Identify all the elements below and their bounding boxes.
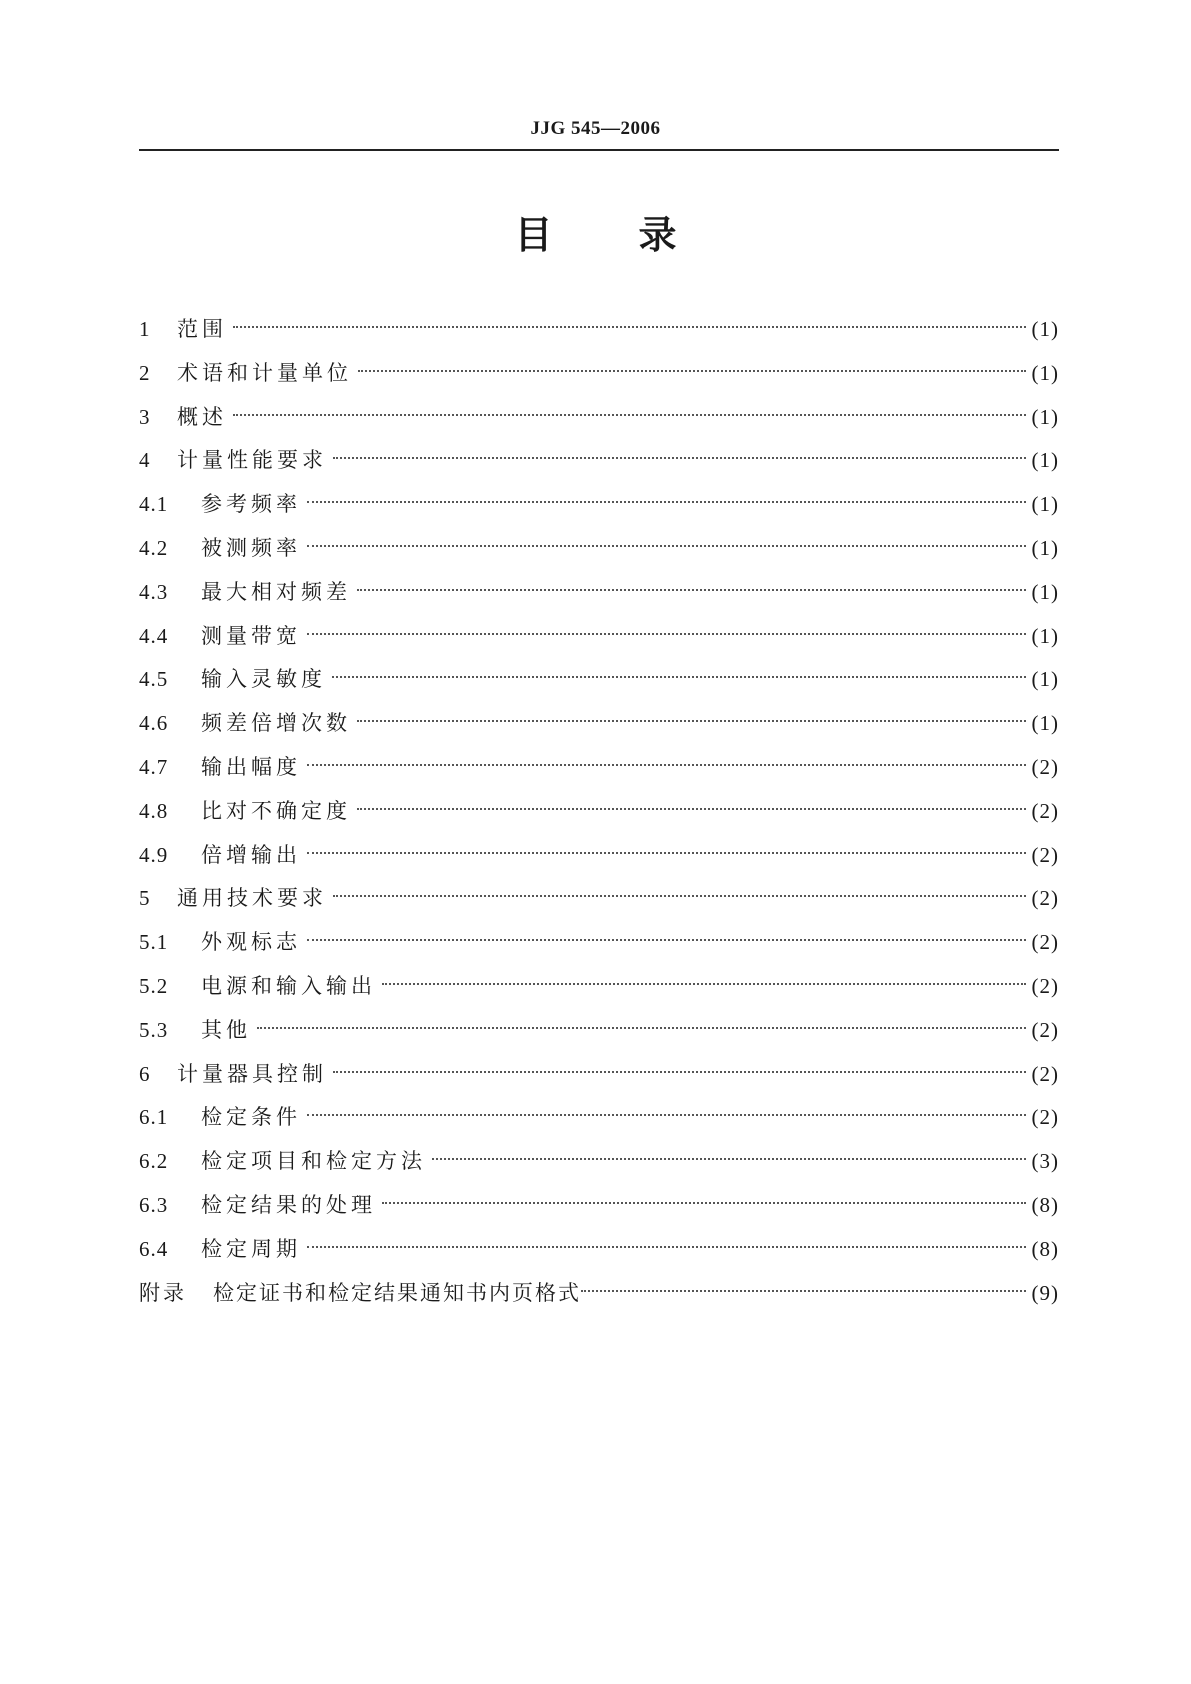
- toc-entry-page: (1): [1031, 667, 1059, 692]
- toc-entry[interactable]: [139, 483, 1059, 527]
- toc-entry-label: 计量器具控制: [177, 1061, 327, 1086]
- toc-entry-number: 5.3: [139, 1017, 169, 1042]
- toc-entry-number: 5.1: [139, 930, 169, 955]
- dot-leader: [333, 457, 1026, 459]
- toc-entry-number: 4.1: [139, 492, 169, 517]
- dot-leader: [358, 370, 1026, 372]
- toc-entry-number: 4: [139, 448, 151, 473]
- toc-entry-page: (2): [1031, 842, 1059, 867]
- dot-leader: [357, 808, 1026, 810]
- toc-entry-label: 被测频率: [201, 535, 301, 560]
- toc-entry-number: 4.3: [139, 579, 169, 604]
- toc-entry-number: 4.4: [139, 623, 169, 648]
- toc-entry[interactable]: [139, 1228, 1059, 1272]
- toc-entry[interactable]: [139, 1096, 1059, 1140]
- toc-entry-page: (1): [1031, 317, 1059, 341]
- toc-entry-number: 4.9: [139, 842, 169, 867]
- toc-entry-number: 4.5: [139, 667, 169, 692]
- dot-leader: [307, 939, 1026, 941]
- toc-entry-page: (2): [1031, 1017, 1059, 1042]
- dot-leader: [307, 1246, 1026, 1248]
- dot-leader: [257, 1027, 1026, 1029]
- toc-entry[interactable]: [139, 1184, 1059, 1228]
- toc-entry[interactable]: [139, 746, 1059, 790]
- toc-entry-label: 输入灵敏度: [201, 667, 326, 692]
- dot-leader: [333, 895, 1026, 897]
- dot-leader: [382, 1202, 1026, 1204]
- toc-entry[interactable]: [139, 702, 1059, 746]
- toc-entry-page: (2): [1031, 798, 1059, 823]
- toc-entry-label: 检定项目和检定方法: [201, 1149, 426, 1174]
- toc-entry-label: 外观标志: [201, 930, 301, 955]
- toc-entry-number: 6.3: [139, 1192, 169, 1217]
- toc-entry-label: 计量性能要求: [177, 448, 327, 473]
- toc-entry-page: (1): [1031, 360, 1059, 385]
- toc-entry-label: 检定周期: [201, 1236, 301, 1261]
- toc-entry-number: 4.6: [139, 711, 169, 736]
- toc-entry-label: 电源和输入输出: [201, 973, 376, 998]
- dot-leader: [382, 983, 1026, 985]
- toc-entry-page: (8): [1031, 1236, 1059, 1261]
- toc-entry[interactable]: [139, 921, 1059, 965]
- toc-entry[interactable]: [139, 352, 1059, 396]
- toc-entry-page: (2): [1031, 930, 1059, 955]
- dot-leader: [333, 1071, 1026, 1073]
- toc-entry-page: (1): [1031, 623, 1059, 648]
- toc-entry[interactable]: [139, 1272, 1059, 1316]
- dot-leader: [432, 1158, 1026, 1160]
- toc-entry-page: (1): [1031, 711, 1059, 736]
- toc-entry-page: (8): [1031, 1192, 1059, 1217]
- toc-entry-label: 倍增输出: [201, 842, 301, 867]
- toc-entry[interactable]: [139, 1053, 1059, 1097]
- dot-leader: [307, 764, 1026, 766]
- toc-entry[interactable]: [139, 396, 1059, 440]
- toc-entry-label: 检定结果的处理: [201, 1192, 376, 1217]
- toc-entry-label: 范围: [177, 317, 227, 341]
- toc-entry-label: 检定证书和检定结果通知书内页格式: [213, 1280, 581, 1305]
- dot-leader: [233, 414, 1026, 416]
- toc-entry-label: 测量带宽: [201, 623, 301, 648]
- toc-entry[interactable]: [139, 527, 1059, 571]
- dot-leader: [307, 501, 1026, 503]
- toc-entry-number: 2: [139, 360, 151, 385]
- toc-entry-page: (2): [1031, 1105, 1059, 1130]
- toc-entry-page: (2): [1031, 886, 1059, 911]
- dot-leader: [357, 720, 1026, 722]
- title-char-1: 目: [514, 213, 553, 257]
- toc-entry-page: (2): [1031, 754, 1059, 779]
- dot-leader: [307, 545, 1026, 547]
- toc-entry-page: (9): [1031, 1280, 1059, 1305]
- toc-entry[interactable]: [139, 834, 1059, 878]
- toc-entry[interactable]: [139, 1140, 1059, 1184]
- toc-entry-label: 其他: [201, 1017, 251, 1042]
- toc-entry[interactable]: [139, 1009, 1059, 1053]
- dot-leader: [233, 326, 1026, 328]
- toc-entry-page: (1): [1031, 535, 1059, 560]
- toc-entry-label: 通用技术要求: [177, 886, 327, 911]
- title-char-2: 录: [638, 213, 677, 257]
- toc-entry-page: (2): [1031, 973, 1059, 998]
- toc-entry-label: 术语和计量单位: [177, 360, 352, 385]
- toc-entry-label: 检定条件: [201, 1105, 301, 1130]
- toc-entry[interactable]: [139, 615, 1059, 659]
- toc-entry-number: 6: [139, 1061, 151, 1086]
- page-title: [0, 210, 1191, 260]
- dot-leader: [581, 1290, 1026, 1292]
- toc-entry-label: 参考频率: [201, 492, 301, 517]
- dot-leader: [307, 633, 1026, 635]
- toc-entry-number: 6.4: [139, 1236, 169, 1261]
- toc-entry-number: 3: [139, 404, 151, 429]
- toc-entry-number: 6.1: [139, 1105, 169, 1130]
- dot-leader: [357, 589, 1026, 591]
- dot-leader: [307, 852, 1026, 854]
- dot-leader: [332, 676, 1026, 678]
- toc-entry-number: 1: [139, 317, 151, 341]
- toc-entry[interactable]: [139, 439, 1059, 483]
- toc-entry-number: 4.8: [139, 798, 169, 823]
- toc-entry-label: 比对不确定度: [201, 798, 351, 823]
- toc-entry-label: 最大相对频差: [201, 579, 351, 604]
- toc-entry[interactable]: [139, 571, 1059, 615]
- toc-entry[interactable]: [139, 790, 1059, 834]
- toc-entry[interactable]: [139, 965, 1059, 1009]
- toc-entry-number: 4.7: [139, 754, 169, 779]
- toc-entry-page: (1): [1031, 448, 1059, 473]
- toc-entry-number: 6.2: [139, 1149, 169, 1174]
- toc-entry-page: (1): [1031, 492, 1059, 517]
- toc-entry-page: (2): [1031, 1061, 1059, 1086]
- toc-entry-number: 5: [139, 886, 151, 911]
- table-of-contents: [139, 308, 1059, 1315]
- toc-entry-page: (3): [1031, 1149, 1059, 1174]
- toc-entry-number: 4.2: [139, 535, 169, 560]
- toc-entry-number: 5.2: [139, 973, 169, 998]
- toc-entry-page: (1): [1031, 404, 1059, 429]
- toc-entry[interactable]: [139, 658, 1059, 702]
- toc-entry-label: 输出幅度: [201, 754, 301, 779]
- toc-entry-page: (1): [1031, 579, 1059, 604]
- toc-entry-label: 频差倍增次数: [201, 711, 351, 736]
- header-divider: [139, 149, 1059, 151]
- document-code: JJG 545—2006: [530, 118, 661, 139]
- toc-entry[interactable]: [139, 308, 1059, 352]
- toc-entry-label: 概述: [177, 404, 227, 429]
- dot-leader: [307, 1114, 1026, 1116]
- toc-entry[interactable]: [139, 877, 1059, 921]
- toc-entry-number: 附录: [139, 1280, 187, 1305]
